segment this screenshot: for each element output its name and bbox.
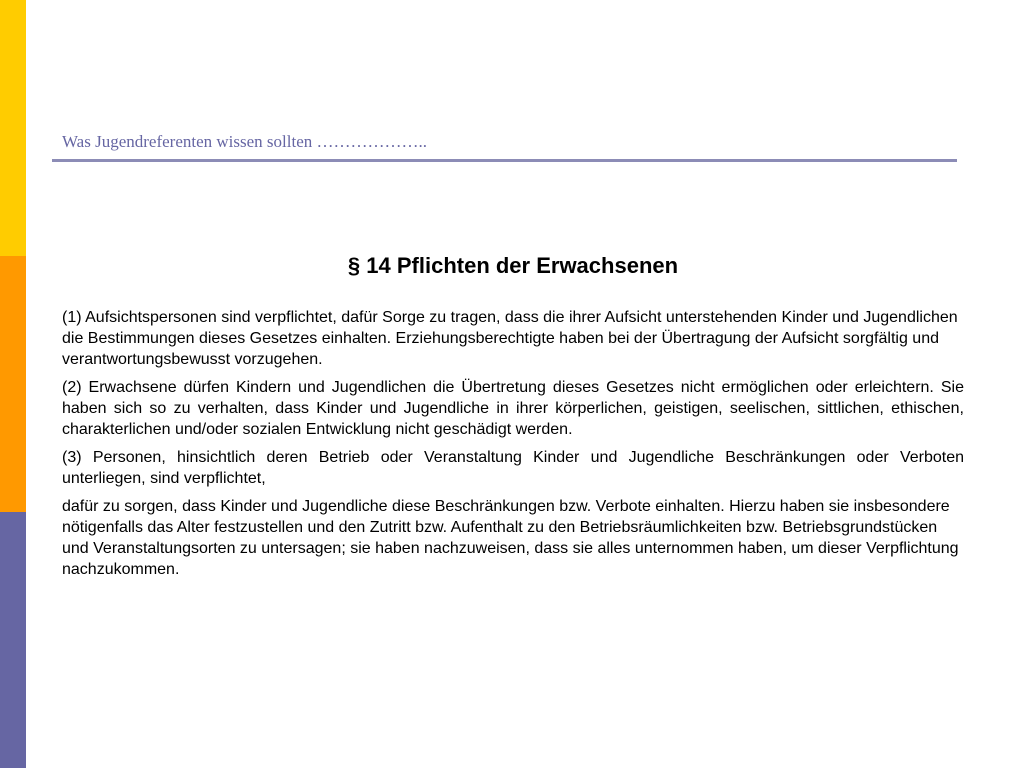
section-title: § 14 Pflichten der Erwachsenen — [347, 253, 679, 278]
paragraph-2: (2) Erwachsene dürfen Kindern und Jugendlichen die Übertretung dieses Gesetzes nicht ermöglichen oder erleichtern. Sie haben sich so zu verhalten, dass Kinder und Jugendliche in ihrer körperlichen, geistigen, seelischen, sittlichen, ethischen, charakterlichen und/oder sozialen Entwicklung nicht geschädigt werden. — [62, 379, 964, 438]
header-divider — [52, 159, 957, 162]
slide-header-title: Was Jugendreferenten wissen sollten ……………….. — [62, 132, 428, 151]
paragraph-3-continued: dafür zu sorgen, dass Kinder und Jugendliche diese Beschränkungen bzw. Verbote einhalten. Hierzu haben sie insbesondere nötigenfalls das Alter festzustellen und den Zutritt bzw. Aufenthalt zu den Betriebsräumlichkeiten bzw. Betriebsgrundstücken und Veranstaltungsorten zu untersagen; sie haben nachzuweisen, dass sie alles unternommen haben, um dieser Verpflichtung nachzukommen. — [62, 498, 959, 578]
paragraph-3: (3) Personen, hinsichtlich deren Betrieb oder Veranstaltung Kinder und Jugendliche Beschränkungen oder Verboten unterliegen, sind verpflichtet, — [62, 449, 964, 487]
side-bar-orange-segment — [0, 256, 26, 512]
paragraph-1: (1) Aufsichtspersonen sind verpflichtet, dafür Sorge zu tragen, dass die ihrer Aufsicht unterstehenden Kinder und Jugendlichen die Bestimmungen dieses Gesetzes einhalten. Erziehungsberechtigte haben bei der Übertragung der Aufsicht sorgfältig und verantwortungsbewusst vorzugehen. — [62, 309, 958, 368]
slide-content — [62, 253, 964, 587]
decorative-side-bar — [0, 0, 26, 768]
side-bar-purple-segment — [0, 512, 26, 768]
side-bar-yellow-segment — [0, 0, 26, 256]
